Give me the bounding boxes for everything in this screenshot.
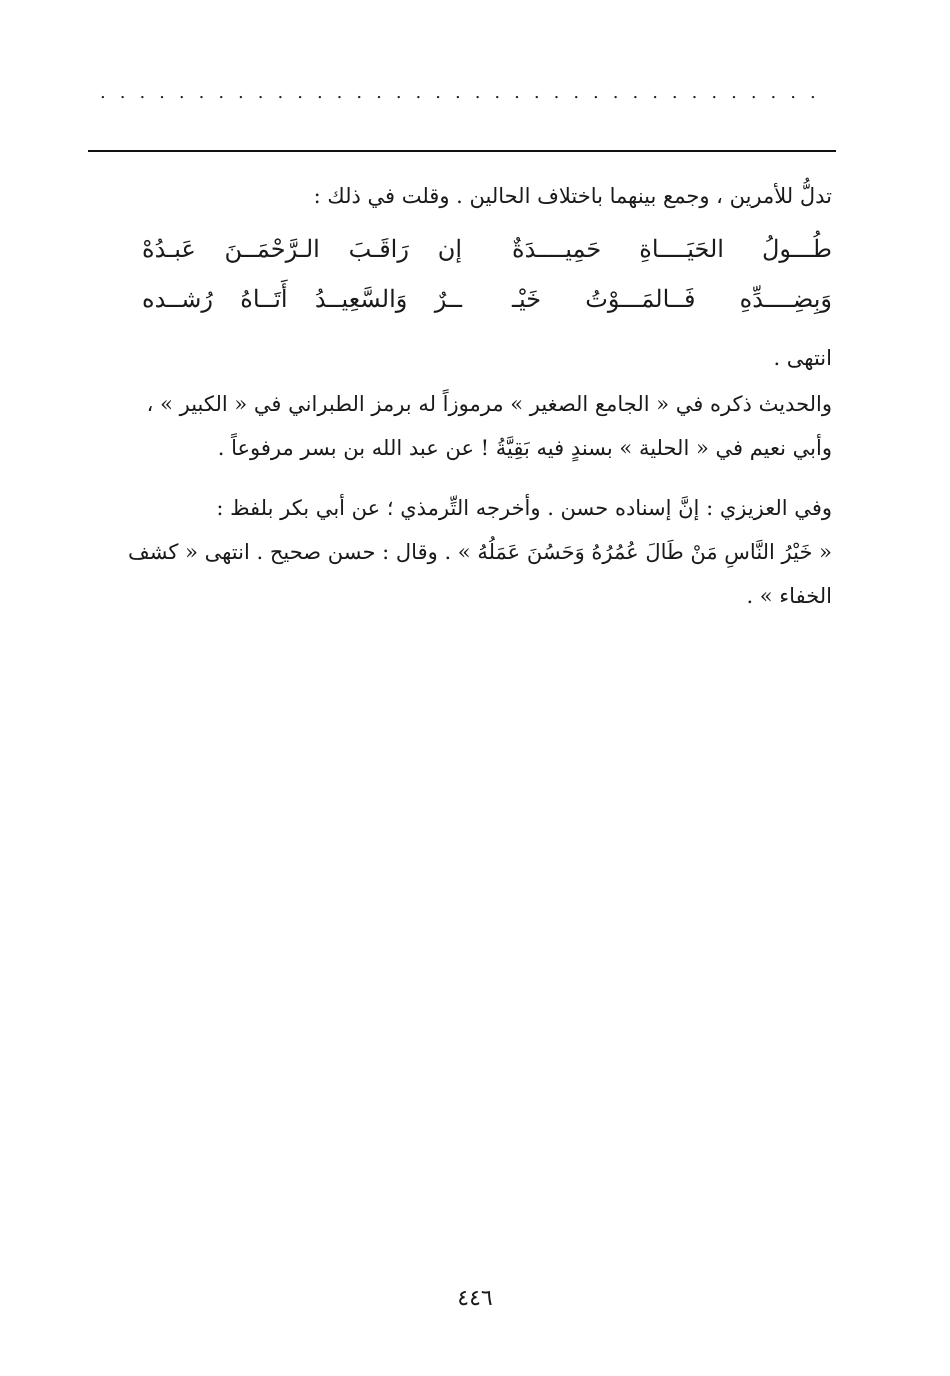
paragraph-line: وفي العزيزي : إنَّ إسناده حسن . وأخرجه التِّرمذي ؛ عن أبي بكر بلفظ : [216,496,832,520]
poem-verse-1 [142,224,832,274]
verse-1-first-hemistich: طُـــولُ الحَيَــــاةِ حَمِيــــدَةٌ [512,235,832,263]
verse-1-second-hemistich: إن رَاقَـبَ الـرَّحْمَــنَ عَبـدُهْ [142,235,462,263]
intro-text: تدلُّ للأمرين ، وجمع بينهما باختلاف الحالين . وقلت في ذلك : [313,184,832,208]
verse-2-first-hemistich: وَبِضِــــدِّهِ فَــالمَـــوْتُ خَيْـ [512,285,832,313]
ending-text: انتهى . [773,346,832,370]
paragraph-line: وأبي نعيم في « الحلية » بسندٍ فيه بَقِيَّةُ ! عن عبد الله بن بسر مرفوعاً . [217,436,832,460]
paragraph-line: والحديث ذكره في « الجامع الصغير » مرموزاً له برمز الطبراني في « الكبير » ، [146,392,832,416]
paragraph-line: الخفاء » . [746,584,832,608]
paragraph-line: « خَيْرُ النَّاسِ مَنْ طَالَ عُمُرُهُ وَحَسُنَ عَمَلُهُ » . وقال : حسن صحيح . انتهى « كشف [127,540,832,564]
intro-line [112,174,832,218]
paragraph-azizi [112,486,832,618]
poem [142,224,832,324]
page-number: ٤٤٦ [457,1286,493,1311]
dotted-separator: ..................................... [100,82,830,103]
poem-ending [112,336,832,380]
verse-2-second-hemistich: ــرٌ وَالسَّعِيــدُ أَتَــاهُ رُشــده [142,285,462,313]
paragraph-hadith-source [112,382,832,470]
footnote-rule [88,150,836,152]
poem-verse-2 [142,274,832,324]
